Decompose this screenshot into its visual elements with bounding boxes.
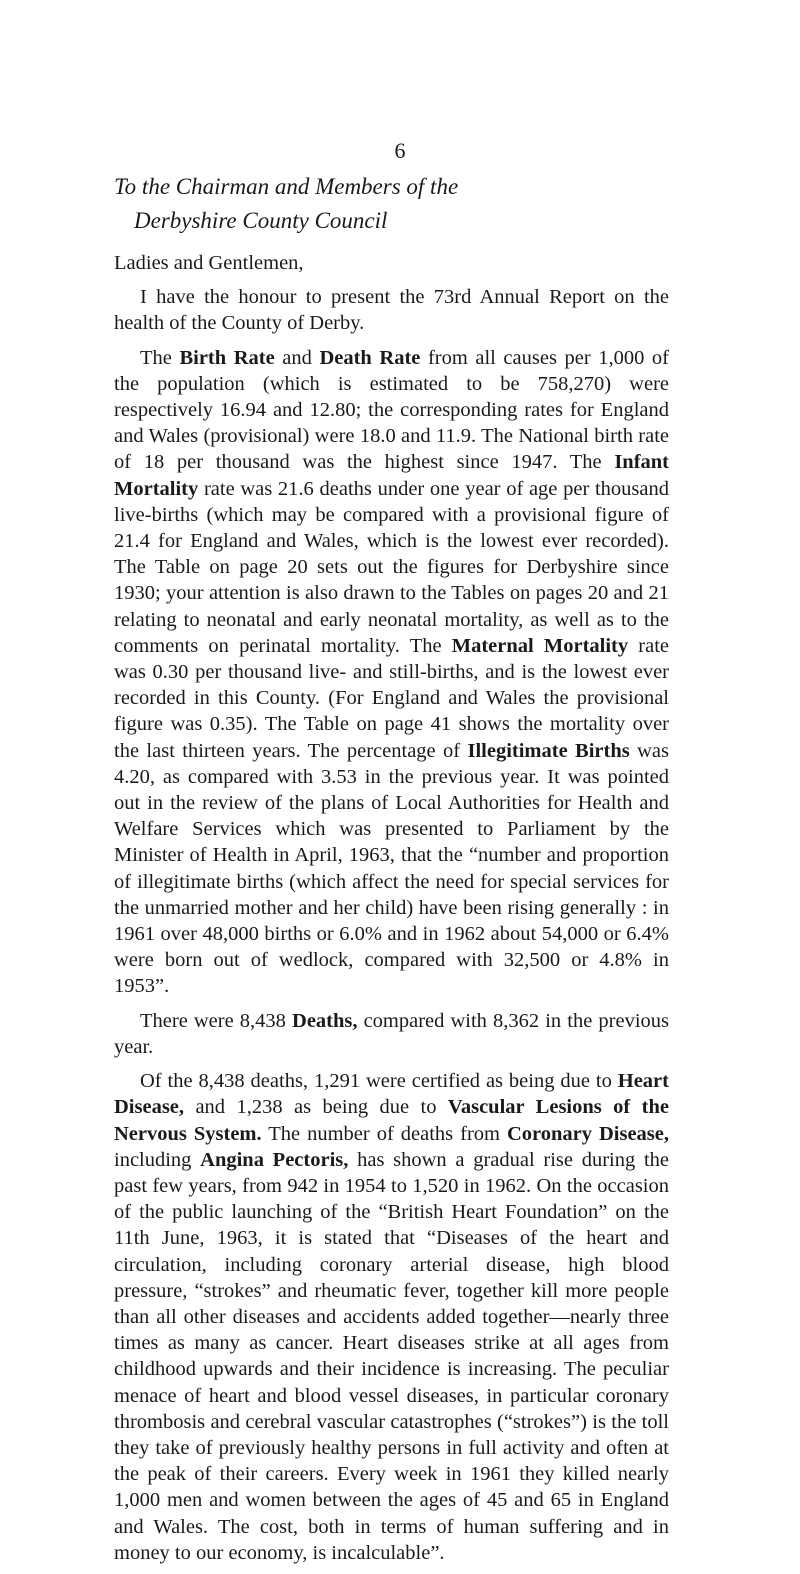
text-run: rate was 21.6 deaths under one year of age per thousand live-births (which may be compared with a provisional figure of 21.4 for England and Wales, which is the lowest ever recorded). The Table on page 20 sets out the figures for Derbyshire since 1930; your attention is also drawn to the Tables on pages 20 and 21 relating to neonatal and early neonatal mortality, as well as to the comments on perinatal mortality. The [114,477,669,657]
bold-term: Deaths, [292,1009,358,1032]
address-line-1: To the Chairman and Members of the [114,174,459,199]
bold-term: Maternal Mortality [451,634,629,657]
text-run: The [140,346,180,369]
address-line-2: Derbyshire County Council [134,208,388,233]
text-run: I have the honour to present the 73rd Annual Report on the health of the County of Derby. [114,286,669,335]
paragraph [114,1008,669,1060]
paragraph [114,284,669,336]
text-run: has shown a gradual rise during the past few years, from 942 in 1954 to 1,520 in 1962. On the occasion of the public launching of the “British Heart Foundation” on the 11th June, 1963, it is stated that “Diseases of the heart and circulation, including coronary arterial disease, high blood pressure, “strokes” and rheumatic fever, together kill more people than all other diseases and accidents added together—nearly three times as many as cancer. Heart diseases strike at all ages from childhood upwards and their incidence is increasing. The peculiar menace of heart and blood vessel diseases, in particular coronary thrombosis and cerebral vascular catastrophes (“strokes”) is the toll they take of previously healthy persons in full activity and often at the peak of their careers. Every week in 1961 they killed nearly 1,000 men and women between the ages of 45 and 65 in England and Wales. The cost, both in terms of human suffering and in money to our economy, is incalculable”. [114,1148,669,1564]
paragraph [114,345,669,1000]
page-number: 6 [394,138,406,163]
bold-term: Angina Pectoris, [200,1148,349,1171]
text-run: and [274,346,320,369]
bold-term: Coronary Disease, [506,1122,669,1145]
text-run: Of the 8,438 deaths, 1,291 were certified as being due to [140,1070,618,1093]
greeting: Ladies and Gentlemen, [114,252,304,274]
text-run: The number of deaths from [261,1122,507,1145]
bold-term: Vascular Lesions of the Nervous System. [114,1096,670,1145]
bold-term: Infant Mortality [114,451,669,500]
report-body [114,250,669,1574]
text-run: rate was 0.30 per thousand live- and still-births, and is the lowest ever recorded in this County. (For England and Wales the provisional figure was 0.35). The Table on page 41 shows the mortality over the last thirteen years. The percentage of [114,634,669,762]
text-run: compared with 8,362 in the previous year. [114,1009,669,1058]
text-run: and 1,238 as being due to [184,1096,448,1119]
text-run: There were 8,438 [140,1009,293,1032]
text-run: including [114,1148,201,1171]
text-run: from all causes per 1,000 of the population (which is estimated to be 758,270) were respectively 16.94 and 12.80; the corresponding rates for England and Wales (provisional) were 18.0 and 11.9. The National birth rate of 18 per thousand was the highest since 1947. The [114,346,669,474]
address-block [114,170,674,238]
bold-term: Death Rate [319,346,421,369]
text-run: was 4.20, as compared with 3.53 in the previous year. It was pointed out in the review of the plans of Local Authorities for Health and Welfare Services which was presented to Parliament by the Minister of Health in April, 1963, that the “number and proportion of illegitimate births (which affect the need for special services for the unmarried mother and her child) have been rising generally : in 1961 over 48,000 births or 6.0% and in 1962 about 54,000 or 6.4% were born out of wedlock, compared with 32,500 or 4.8% in 1953”. [114,739,669,998]
bold-term: Birth Rate [179,346,275,369]
paragraph [114,1068,669,1566]
bold-term: Illegitimate Births [467,739,630,762]
paragraph-list [114,284,669,1566]
bold-term: Heart Disease, [114,1070,669,1119]
